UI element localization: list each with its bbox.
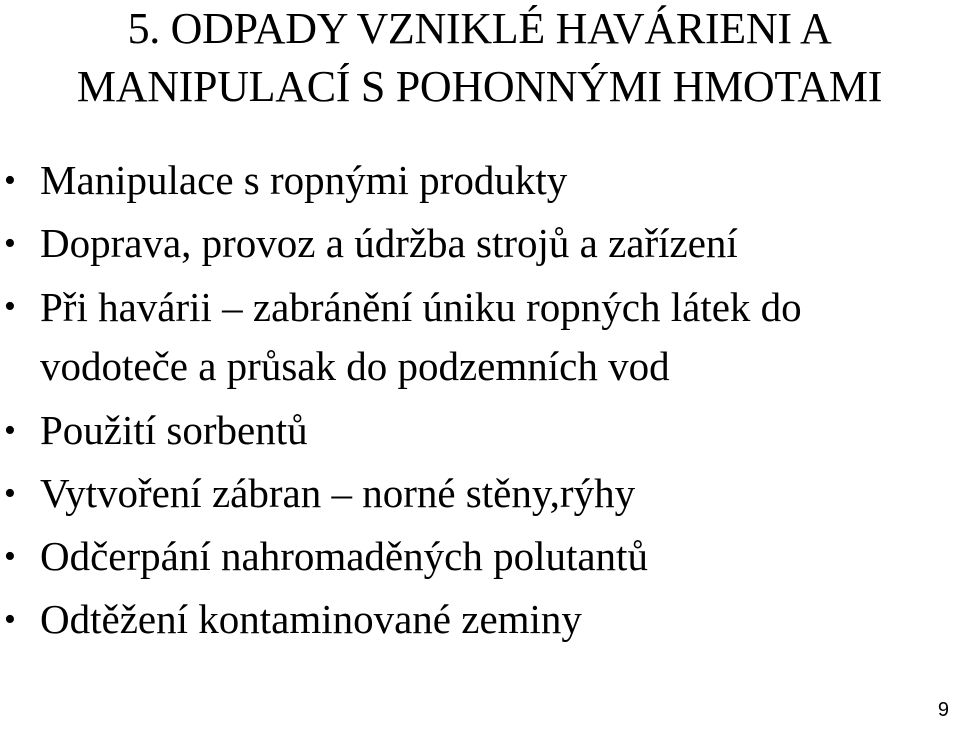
- page-number: 9: [937, 699, 949, 721]
- bullet-text: Při havárii – zabránění úniku ropných látek do vodoteče a průsak do podzemních vod: [40, 284, 802, 389]
- bullet-item-havarie: [0, 278, 950, 396]
- bullet-icon: •: [4, 288, 16, 325]
- bullet-item-zabrany: [0, 465, 950, 522]
- bullet-icon: •: [4, 475, 16, 512]
- bullet-item-odtezeni: [0, 591, 950, 648]
- bullet-item-doprava: [0, 215, 950, 272]
- bullet-text: Odtěžení kontaminované zeminy: [40, 596, 582, 642]
- bullet-item-odcerpani: [0, 528, 950, 585]
- bullet-icon: •: [4, 225, 16, 262]
- bullet-item-sorbenty: [0, 402, 950, 459]
- bullet-icon: •: [4, 538, 16, 575]
- bullet-text: Vytvoření zábran – norné stěny,rýhy: [40, 470, 636, 516]
- bullet-text: Doprava, provoz a údržba strojů a zařízení: [40, 220, 738, 266]
- bullet-text: Odčerpání nahromaděných polutantů: [40, 533, 648, 579]
- slide-title-line-2: MANIPULACÍ S POHONNÝMI HMOTAMI: [76, 62, 883, 111]
- slide-title: [0, 0, 959, 116]
- bullet-text: Manipulace s ropnými produkty: [40, 157, 568, 203]
- bullet-icon: •: [4, 162, 16, 199]
- slide-title-line-1: 5. ODPADY VZNIKLÉ HAVÁRIENI A: [127, 4, 832, 53]
- bullet-icon: •: [4, 412, 16, 449]
- bullet-list: [0, 152, 950, 654]
- bullet-text: Použití sorbentů: [40, 407, 308, 453]
- bullet-item-manipulace: [0, 152, 950, 209]
- bullet-icon: •: [4, 601, 16, 638]
